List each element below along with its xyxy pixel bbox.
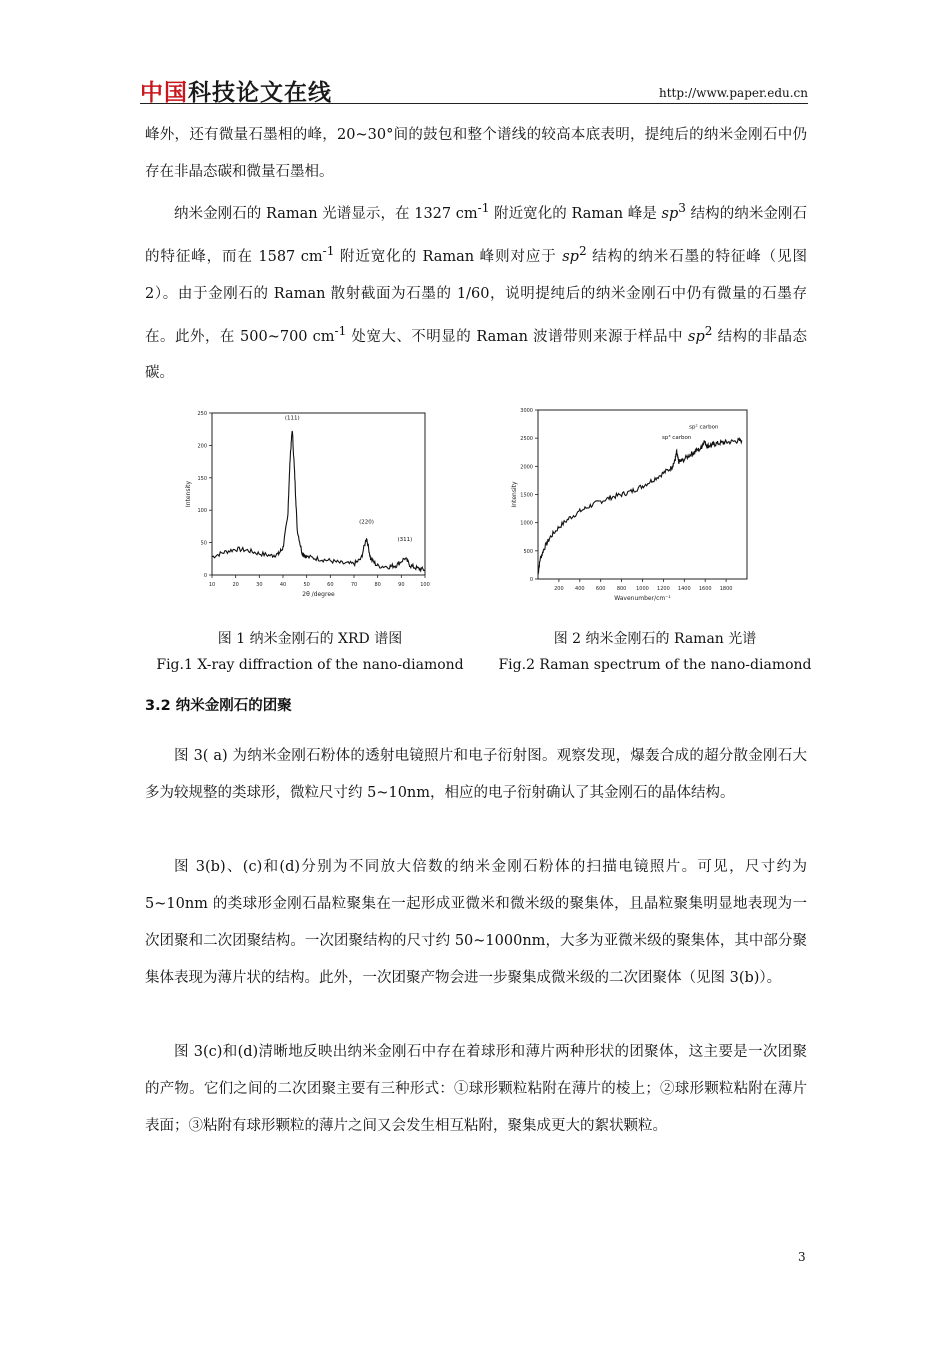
- xrd-xtick-label: 50: [303, 582, 310, 588]
- raman-ytick-label: 1000: [520, 520, 533, 527]
- paragraph-2-text: [145, 190, 807, 392]
- raman-ytick-label: 500: [523, 548, 533, 555]
- xrd-ytick-label: 150: [197, 475, 207, 482]
- paragraph-4: [145, 849, 807, 997]
- logo-part-black: 科技论文在线: [188, 80, 332, 106]
- p2-seg-f: 处宽大、不明显的 Raman 波谱带则来源于样品中: [346, 328, 689, 345]
- xrd-peak-label: (111): [284, 415, 300, 422]
- raman-peak-label: sp³ carbon: [662, 435, 692, 442]
- xrd-xtick-label: 100: [420, 582, 430, 588]
- xrd-ytick-label: 50: [200, 540, 207, 547]
- paragraph-3: [145, 738, 807, 812]
- figure-2-caption: [495, 626, 815, 678]
- header-divider: [140, 103, 808, 104]
- xrd-xtick-label: 90: [398, 582, 405, 588]
- xrd-xlabel: 2θ /degree: [302, 591, 335, 598]
- raman-series-line: [538, 439, 742, 575]
- xrd-xtick-label: 20: [232, 582, 239, 588]
- raman-ytick-label: 2000: [520, 464, 533, 471]
- xrd-ylabel: Intensity: [185, 480, 192, 508]
- xrd-peak-label: (311): [397, 536, 413, 543]
- header-url[interactable]: http://www.paper.edu.cn: [658, 86, 808, 100]
- p2-seg-e: 结构的纳米石墨的特征峰（见图 2）。由于金刚石的 Raman 散射截面为石墨的 1/60，说明提纯后的纳米金刚石中仍有微量的石墨存在。此外，在 500~700 cm: [145, 248, 807, 345]
- raman-xtick-label: 1800: [719, 586, 733, 592]
- raman-ytick-label: 3000: [520, 408, 533, 414]
- raman-ytick-label: 2500: [520, 436, 533, 443]
- figure-2-caption-cn: 图 2 纳米金刚石的 Raman 光谱: [553, 631, 757, 647]
- raman-plot-frame: [538, 410, 747, 579]
- raman-ytick-label: 0: [529, 577, 533, 583]
- p2-sp-c: sp: [688, 328, 705, 345]
- xrd-series-line: [212, 431, 425, 571]
- paragraph-3-text: 图 3( a) 为纳米金刚石粉体的透射电镜照片和电子衍射图。观察发现，爆轰合成的超分散金刚石大多为较规整的类球形，微粒尺寸约 5~10nm，相应的电子衍射确认了其金刚石的晶体结构。: [145, 748, 807, 801]
- section-heading: 3.2 纳米金刚石的团聚: [145, 698, 292, 714]
- figure-1-caption: [150, 626, 470, 678]
- page-number: 3: [798, 1250, 806, 1264]
- figure-1-caption-en: Fig.1 X-ray diffraction of the nano-diamond: [156, 657, 464, 673]
- paragraph-5-text: 图 3(c)和(d)清晰地反映出纳米金刚石中存在着球形和薄片两种形状的团聚体，这主要是一次团聚的产物。它们之间的二次团聚主要有三种形式：①球形颗粒粘附在薄片的棱上；②球形颗粒粘附在薄片表面；③粘附有球形颗粒的薄片之间又会发生相互粘附，聚集成更大的絮状颗粒。: [145, 1044, 807, 1134]
- p2-sp-sup2: 2: [578, 243, 587, 258]
- paragraph-4-text: 图 3(b)、(c)和(d)分别为不同放大倍数的纳米金刚石粉体的扫描电镜照片。可见，尺寸约为 5~10nm 的类球形金刚石晶粒聚集在一起形成亚微米和微米级的聚集体，且晶粒聚集明显地表现为一次团聚和二次团聚结构。一次团聚结构的尺寸约 50~1000nm，大多为亚微米级的聚集体，其中部分聚集体表现为薄片状的结构。此外，一次团聚产物会进一步聚集成微米级的二次团聚体（见图 3(b)）。: [145, 859, 807, 986]
- logo-part-red: 中国: [140, 80, 188, 106]
- p2-seg-g: 结构的非晶态碳。: [145, 328, 807, 382]
- paragraph-2: [145, 190, 807, 392]
- p2-sp: sp: [661, 205, 679, 222]
- p2-sp-sup3: 2: [704, 323, 713, 338]
- p2-sup-a: -1: [477, 201, 490, 215]
- raman-peak-label: sp² carbon: [689, 424, 719, 431]
- raman-xtick-label: 1600: [698, 586, 712, 592]
- xrd-chart: [182, 405, 432, 610]
- p2-sup-e: -1: [334, 323, 347, 338]
- xrd-xtick-label: 10: [208, 582, 216, 588]
- raman-chart: [500, 402, 755, 610]
- p2-sup-c: -1: [322, 243, 335, 258]
- figure-1-caption-cn: 图 1 纳米金刚石的 XRD 谱图: [217, 631, 403, 647]
- raman-xtick-label: 800: [616, 586, 627, 592]
- raman-xtick-label: 200: [554, 586, 564, 592]
- xrd-xtick-label: 70: [350, 582, 358, 588]
- raman-xtick-label: 400: [575, 586, 585, 592]
- raman-ylabel: Intensity: [511, 481, 518, 508]
- raman-xtick-label: 1000: [636, 586, 649, 592]
- p2-seg-c: 结构的纳米金刚石的特征峰，而在 1587 cm: [145, 205, 807, 265]
- xrd-ytick-label: 200: [197, 443, 207, 450]
- raman-ytick-label: 1500: [520, 492, 533, 499]
- p2-sp-sup1: 3: [678, 201, 686, 215]
- p2-sp-b: sp: [562, 248, 579, 265]
- xrd-ytick-label: 0: [203, 573, 207, 579]
- xrd-xtick-label: 30: [256, 582, 263, 588]
- xrd-ytick-label: 100: [197, 508, 207, 515]
- raman-xtick-label: 1400: [677, 586, 691, 592]
- figure-2-caption-en: Fig.2 Raman spectrum of the nano-diamond: [498, 657, 812, 673]
- paragraph-5: [145, 1034, 807, 1145]
- raman-xtick-label: 600: [595, 586, 606, 592]
- p2-seg-d: 附近宽化的 Raman 峰则对应于: [334, 248, 563, 265]
- xrd-xtick-label: 80: [374, 582, 381, 588]
- paragraph-1: [145, 117, 807, 191]
- xrd-xtick-label: 40: [279, 582, 287, 588]
- paragraph-1-text: 峰外，还有微量石墨相的峰，20~30°间的鼓包和整个谱线的较高本底表明，提纯后的纳米金刚石中仍存在非晶态碳和微量石墨相。: [145, 127, 807, 180]
- raman-xlabel: Wavenumber/cm⁻¹: [614, 595, 671, 602]
- p2-seg-b: 附近宽化的 Raman 峰是: [489, 205, 662, 222]
- raman-xtick-label: 1200: [657, 586, 670, 592]
- xrd-ytick-label: 250: [197, 411, 207, 417]
- xrd-peak-label: (220): [359, 519, 374, 526]
- p2-seg-a: 纳米金刚石的 Raman 光谱显示，在 1327 cm: [174, 205, 478, 222]
- xrd-xtick-label: 60: [327, 582, 334, 588]
